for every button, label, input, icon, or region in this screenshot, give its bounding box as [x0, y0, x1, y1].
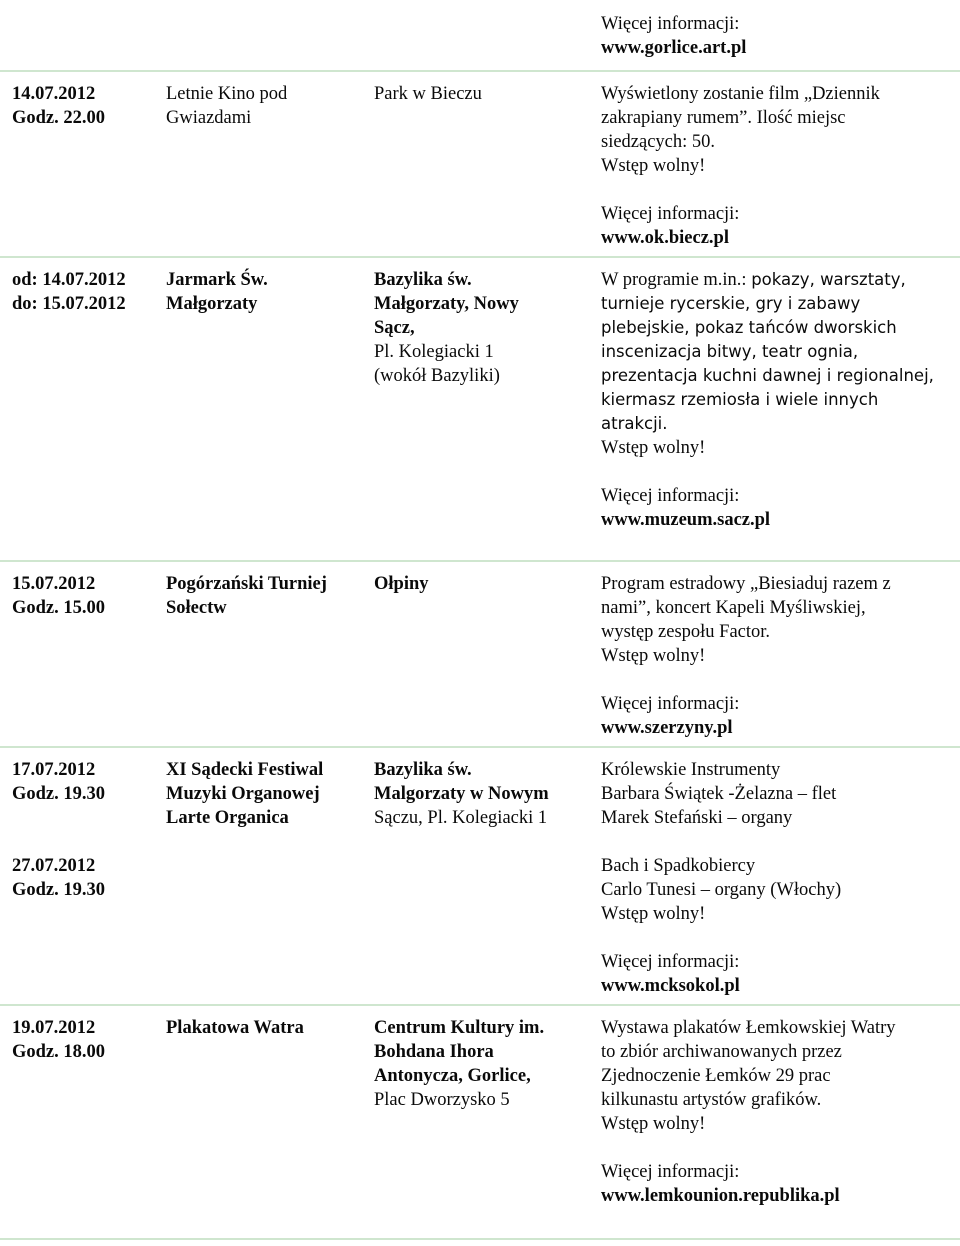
- event-description: W programie m.in.: pokazy, warsztaty, turnieje rycerskie, gry i zabawy plebejskie, pokaz tańców dworskich inscenizacja bitwy, teatr ognia, prezentacja kuchni dawnej i regionalnej, kiermasz rzemiosła i wiele innych atrakcji. Wstęp wolny! Więcej informacji: www.muzeum.sacz.pl: [601, 270, 934, 530]
- website-link[interactable]: www.lemkounion.republika.pl: [601, 1186, 840, 1206]
- event-name: Pogórzański Turniej Sołectw: [166, 574, 327, 618]
- website-link[interactable]: www.muzeum.sacz.pl: [601, 510, 771, 530]
- event-place: Ołpiny: [374, 574, 429, 594]
- event-name: XI Sądecki Festiwal Muzyki Organowej Larte Organica: [166, 760, 324, 828]
- row-divider: [0, 560, 960, 562]
- event-date: od: 14.07.2012 do: 15.07.2012: [12, 270, 126, 314]
- website-link[interactable]: www.szerzyny.pl: [601, 718, 733, 738]
- event-name: Letnie Kino pod Gwiazdami: [166, 84, 288, 128]
- more-info-label: Więcej informacji:: [601, 204, 740, 224]
- event-date: 17.07.2012 Godz. 19.30 27.07.2012 Godz. 19.30: [12, 760, 106, 900]
- row-divider: [0, 1238, 960, 1240]
- row-divider: [0, 1004, 960, 1006]
- more-info-label: Więcej informacji:: [601, 1162, 740, 1182]
- event-description: Wystawa plakatów Łemkowskiej Watry to zbiór archiwanowanych przez Zjednoczenie Łemków 29 prac kilkunastu artystów grafików. Wstęp wolny! Więcej informacji: www.lemkounion.republika.pl: [601, 1018, 896, 1206]
- event-date: 15.07.2012 Godz. 15.00: [12, 574, 106, 618]
- event-place: Bazylika św. Malgorzaty w Nowym Sączu, Pl. Kolegiacki 1: [374, 760, 549, 828]
- row-divider: [0, 70, 960, 72]
- more-info-block: [601, 12, 746, 60]
- event-place: Centrum Kultury im. Bohdana Ihora Antonycza, Gorlice, Plac Dworzysko 5: [374, 1018, 545, 1110]
- more-info-label: Więcej informacji:: [601, 14, 740, 34]
- row-divider: [0, 746, 960, 748]
- event-date: 19.07.2012 Godz. 18.00: [12, 1018, 106, 1062]
- event-place: Park w Bieczu: [374, 84, 482, 104]
- event-name: Plakatowa Watra: [166, 1018, 304, 1038]
- website-link[interactable]: www.mcksokol.pl: [601, 976, 740, 996]
- row-divider: [0, 256, 960, 258]
- event-description: Królewskie Instrumenty Barbara Świątek -Żelazna – flet Marek Stefański – organy Bach i Spadkobiercy Carlo Tunesi – organy (Włochy) Wstęp wolny! Więcej informacji: www.mcksokol.pl: [601, 760, 842, 996]
- more-info-label: Więcej informacji:: [601, 694, 740, 714]
- more-info-label: Więcej informacji:: [601, 486, 740, 506]
- website-link[interactable]: www.ok.biecz.pl: [601, 228, 729, 248]
- website-link[interactable]: www.gorlice.art.pl: [601, 38, 747, 58]
- event-description: Program estradowy „Biesiaduj razem z nami”, koncert Kapeli Myśliwskiej, występ zespołu Factor. Wstęp wolny! Więcej informacji: www.szerzyny.pl: [601, 574, 891, 738]
- event-name: Jarmark Św. Małgorzaty: [166, 270, 268, 314]
- more-info-label: Więcej informacji:: [601, 952, 740, 972]
- event-date: 14.07.2012 Godz. 22.00: [12, 84, 106, 128]
- event-description: Wyświetlony zostanie film „Dziennik zakrapiany rumem”. Ilość miejsc siedzących: 50. Wstęp wolny! Więcej informacji: www.ok.biecz.pl: [601, 84, 880, 248]
- event-place: Bazylika św. Małgorzaty, Nowy Sącz, Pl. Kolegiacki 1 (wokół Bazyliki): [374, 270, 519, 386]
